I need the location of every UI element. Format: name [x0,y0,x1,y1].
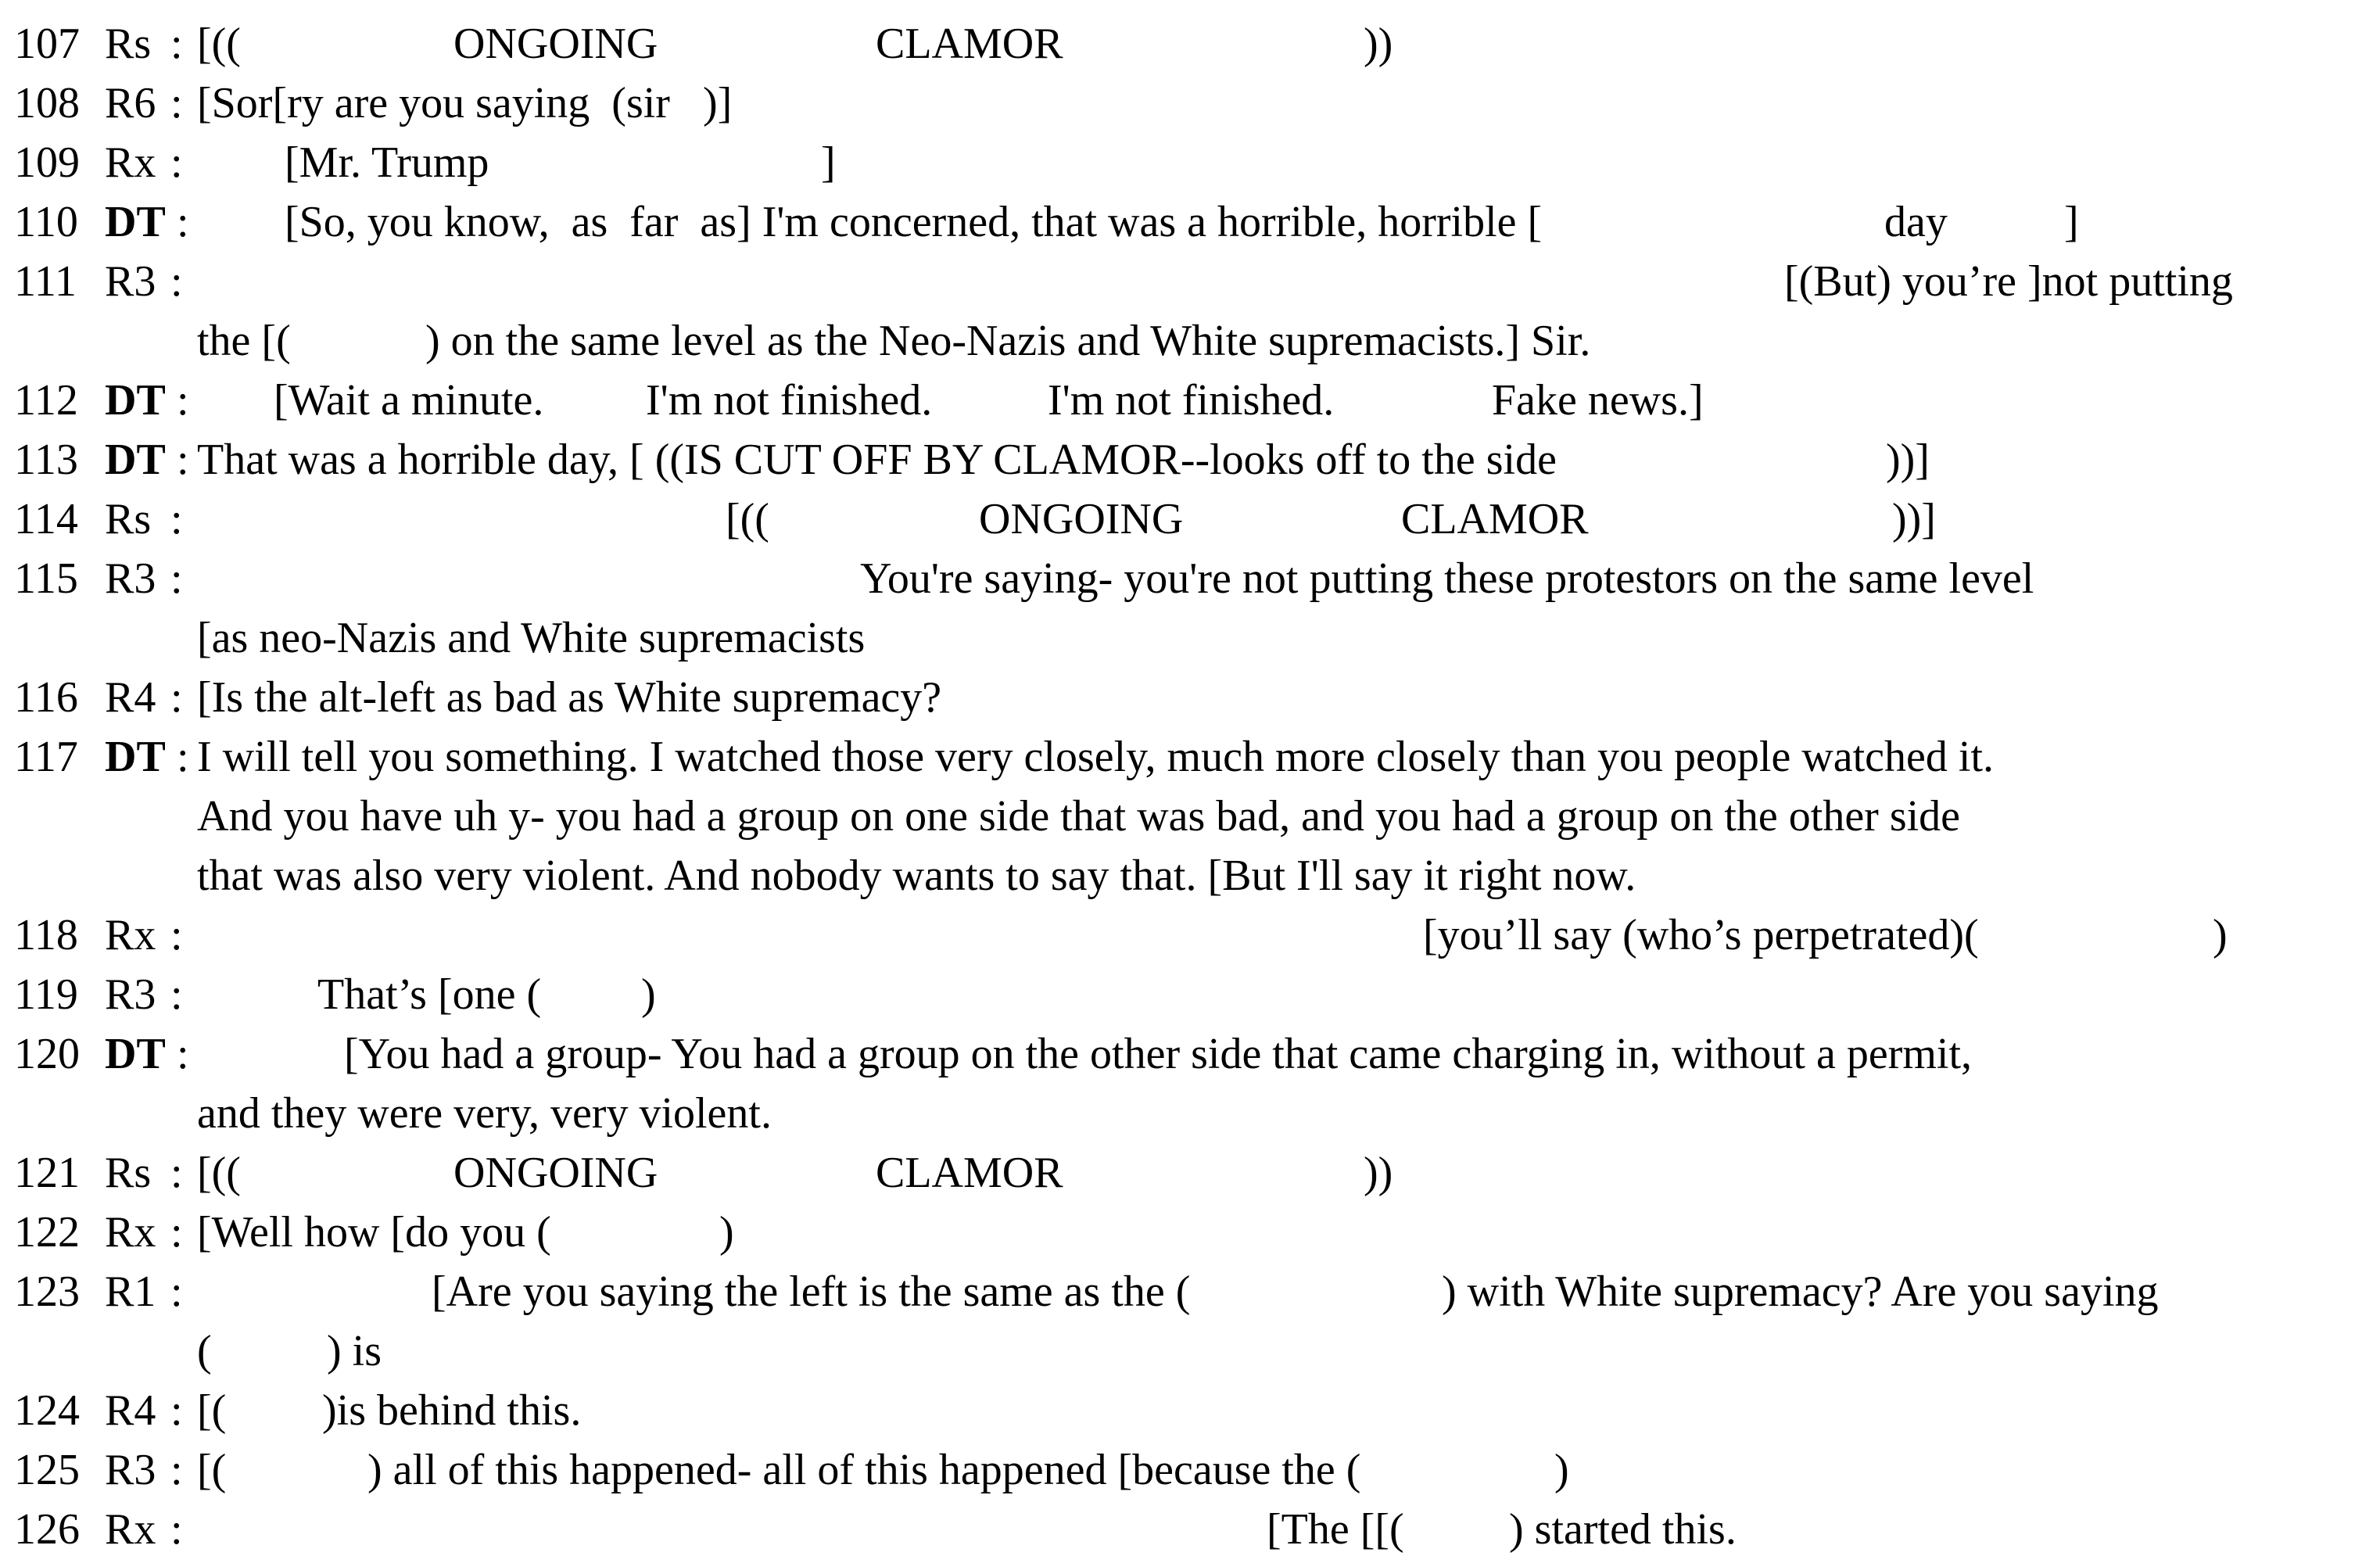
speaker-label: Rs [105,20,152,68]
speaker-label: Rs [105,1149,152,1197]
utterance-text: )is behind this. [322,1386,582,1435]
line-number: 121 [14,1149,80,1197]
line-number: 123 [14,1267,80,1316]
speaker-colon: : [170,911,183,959]
utterance-text: [Well how [do you ( [197,1208,551,1257]
utterance-text: [Sor[ry are you saying (sir )] [197,79,733,127]
line-number: 119 [14,970,78,1019]
line-number: 117 [14,733,78,781]
speaker-colon: : [170,20,183,68]
speaker-colon: : [170,495,183,543]
utterance-text: [Mr. Trump [285,138,489,187]
utterance-text: ONGOING [979,495,1184,543]
utterance-text: day [1884,198,1948,246]
utterance-text: ))] [1886,436,1930,484]
speaker-colon: : [170,79,183,127]
speaker-label: Rx [105,1505,156,1554]
utterance-text: ) on the same level as the Neo-Nazis and White supremacists.] Sir. [425,317,1591,365]
line-number: 110 [14,198,78,246]
utterance-text: ) [2213,911,2228,959]
utterance-text: ] [821,138,836,187]
utterance-text: and they were very, very violent. [197,1089,772,1138]
line-number: 112 [14,376,78,425]
speaker-colon: : [177,733,189,781]
speaker-colon: : [170,970,183,1019]
line-number: 113 [14,436,78,484]
speaker-label: DT [105,198,166,246]
utterance-text: CLAMOR [1401,495,1589,543]
line-number: 107 [14,20,80,68]
utterance-text: Fake news.] [1492,376,1704,425]
utterance-text: You're saying- you're not putting these protestors on the same level [860,554,2034,603]
utterance-text: [You had a group- You had a group on the other side that came charging in, without a permit, [344,1030,1973,1078]
utterance-text: [you’ll say (who’s perpetrated)( [1423,911,1979,959]
line-number: 124 [14,1386,80,1435]
speaker-label: R1 [105,1267,156,1316]
utterance-text: And you have uh y- you had a group on one side that was bad, and you had a group on the other side [197,792,1961,841]
utterance-text: ) [1554,1446,1569,1494]
line-number: 115 [14,554,78,603]
line-number: 111 [14,257,77,306]
utterance-text: [as neo-Nazis and White supremacists [197,614,866,662]
utterance-text: [(But) you’re ]not putting [1784,257,2233,306]
speaker-colon: : [170,673,183,722]
line-number: 114 [14,495,78,543]
utterance-text: [(( [197,1149,241,1197]
utterance-text: ) all of this happened- all of this happened [because the ( [367,1446,1361,1494]
speaker-label: R3 [105,554,156,603]
speaker-label: DT [105,1030,166,1078]
utterance-text: that was also very violent. And nobody wants to say that. [But I'll say it right now. [197,851,1636,900]
speaker-label: Rs [105,495,152,543]
line-number: 122 [14,1208,80,1257]
utterance-text: [( [197,1446,227,1494]
utterance-text: ) started this. [1509,1505,1737,1554]
speaker-colon: : [170,138,183,187]
line-number: 118 [14,911,78,959]
speaker-colon: : [170,257,183,306]
utterance-text: ))] [1892,495,1936,543]
utterance-text: I'm not finished. [646,376,933,425]
utterance-text: CLAMOR [876,1149,1063,1197]
utterance-text: ) [719,1208,734,1257]
utterance-text: ] [2064,198,2079,246]
line-number: 109 [14,138,80,187]
utterance-text: )) [1364,1149,1393,1197]
speaker-label: Rx [105,911,156,959]
utterance-text: That’s [one ( [317,970,542,1019]
utterance-text: CLAMOR [876,20,1063,68]
speaker-label: R3 [105,970,156,1019]
utterance-text: ) [641,970,656,1019]
speaker-colon: : [170,1505,183,1554]
speaker-label: DT [105,436,166,484]
speaker-label: DT [105,733,166,781]
speaker-label: Rx [105,138,156,187]
line-number: 125 [14,1446,80,1494]
speaker-colon: : [170,1208,183,1257]
utterance-text: ) with White supremacy? Are you saying [1442,1267,2159,1316]
line-number: 116 [14,673,78,722]
line-number: 120 [14,1030,80,1078]
speaker-colon: : [170,1446,183,1494]
utterance-text: ) is [327,1327,382,1375]
speaker-colon: : [177,198,189,246]
utterance-text: [( [197,1386,227,1435]
speaker-label: DT [105,376,166,425]
speaker-colon: : [170,554,183,603]
utterance-text: [So, you know, as far as] I'm concerned, that was a horrible, horrible [ [285,198,1543,246]
speaker-colon: : [177,376,189,425]
utterance-text: That was a horrible day, [ ((IS CUT OFF BY CLAMOR--looks off to the side [197,436,1557,484]
speaker-label: R4 [105,673,156,722]
utterance-text: [Is the alt-left as bad as White supremacy? [197,673,942,722]
utterance-text: [Are you saying the left is the same as the ( [432,1267,1191,1316]
utterance-text: [(( [197,20,241,68]
utterance-text: [(( [726,495,769,543]
utterance-text: I'm not finished. [1048,376,1335,425]
speaker-colon: : [170,1386,183,1435]
line-number: 108 [14,79,80,127]
speaker-label: R3 [105,257,156,306]
utterance-text: ONGOING [453,1149,658,1197]
speaker-colon: : [170,1267,183,1316]
speaker-label: R3 [105,1446,156,1494]
speaker-label: R4 [105,1386,156,1435]
speaker-colon: : [177,1030,189,1078]
utterance-text: [The [[( [1267,1505,1404,1554]
utterance-text: ( [197,1327,212,1375]
line-number: 126 [14,1505,80,1554]
speaker-label: R6 [105,79,156,127]
utterance-text: ONGOING [453,20,658,68]
utterance-text: the [( [197,317,291,365]
speaker-colon: : [177,436,189,484]
speaker-colon: : [170,1149,183,1197]
utterance-text: I will tell you something. I watched those very closely, much more closely than you people watched it. [197,733,1994,781]
speaker-label: Rx [105,1208,156,1257]
utterance-text: )) [1364,20,1393,68]
utterance-text: [Wait a minute. [274,376,544,425]
